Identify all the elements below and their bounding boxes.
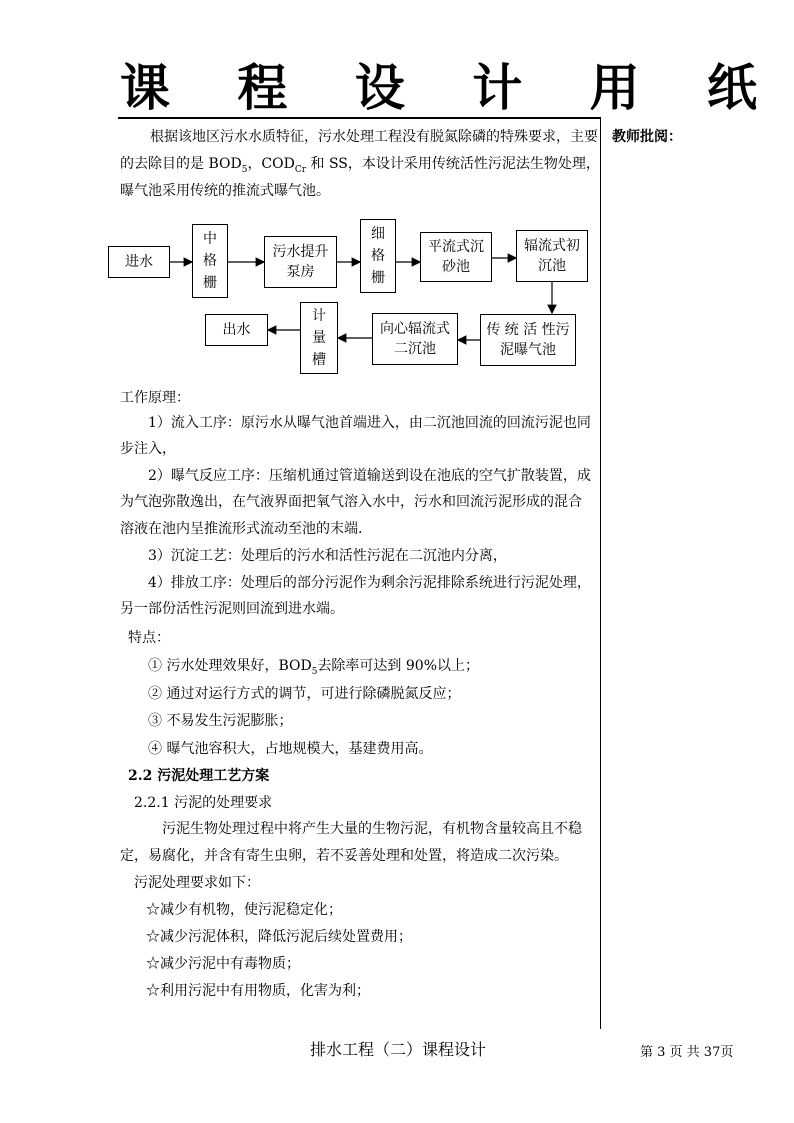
sludge-requirement-1: ☆减少有机物，使污泥稳定化；	[146, 902, 342, 918]
intro-line-3: 曝气池采用传统的推流式曝气池。	[120, 183, 330, 199]
sludge-requirement-2: ☆减少污泥体积，降低污泥后续处置费用；	[146, 929, 412, 945]
flow-box-secondary-clarifier: 向心辐流式二沉池	[372, 313, 458, 365]
intro-line-2: 的去除目的是 $BOD_5$，$COD_{Cr}$ 和 SS，本设计采用传统活性污泥法生物处理，	[120, 156, 600, 175]
page-title: 课 程 设 计 用 纸	[120, 58, 783, 117]
principle-step-2a: 2）曝气反应工序：压缩机通过管道输送到设在池底的空气扩散装置，成	[148, 468, 591, 484]
intro-line-1: 根据该地区污水水质特征，污水处理工程没有脱氮除磷的特殊要求，主要	[150, 129, 598, 145]
flow-box-grit-chamber: 平流式沉砂池	[420, 232, 492, 282]
principle-step-3: 3）沉淀工艺：处理后的污水和活性污泥在二沉池内分离，	[148, 548, 507, 564]
principle-step-2b: 为气泡弥散逸出，在气液界面把氧气溶入水中，污水和回流污泥形成的混合	[120, 494, 582, 510]
features-heading: 特点：	[128, 630, 170, 646]
principle-step-1a: 1）流入工序：原污水从曝气池首端进入，由二沉池回流的回流污泥也同	[148, 415, 591, 431]
section-heading: 2.2 污泥处理工艺方案	[128, 768, 270, 784]
flow-box-inflow: 进水	[108, 246, 170, 278]
feature-4: ④ 曝气池容积大，占地规模大，基建费用高。	[148, 741, 433, 757]
flow-box-aeration-tank: 传 统 活 性污泥曝气池	[480, 314, 576, 366]
sludge-requirements-heading: 污泥处理要求如下：	[134, 875, 260, 891]
principle-step-4b: 另一部份活性污泥则回流到进水端。	[120, 601, 344, 617]
sludge-requirement-3: ☆减少污泥中有毒物质；	[146, 956, 300, 972]
sludge-requirement-4: ☆利用污泥中有用物质，化害为利；	[146, 983, 370, 999]
teacher-comment-label: 教师批阅：	[612, 129, 682, 145]
footer-page-number: 第 3 页 共 37页	[640, 1045, 734, 1060]
feature-3: ③ 不易发生污泥膨胀；	[148, 713, 293, 729]
flow-box-metering-tank: 计量槽	[300, 302, 338, 374]
flow-box-medium-screen: 中格栅	[192, 224, 228, 298]
flow-box-primary-clarifier: 辐流式初沉池	[516, 230, 588, 282]
flow-box-outflow: 出水	[205, 314, 268, 346]
principle-step-1b: 步注入，	[120, 441, 176, 457]
sludge-para-line-2: 定，易腐化，并含有寄生虫卵，若不妥善处理和处置，将造成二次污染。	[120, 848, 568, 864]
feature-1: ① 污水处理效果好，$BOD_5$去除率可达到 90%以上；	[148, 658, 480, 677]
principle-heading: 工作原理：	[120, 390, 190, 406]
principle-step-4a: 4）排放工序：处理后的部分污泥作为剩余污泥排除系统进行污泥处理，	[148, 575, 591, 591]
footer-course-name: 排水工程（二）课程设计	[310, 1040, 487, 1059]
flow-box-pump-station: 污水提升泵房	[264, 236, 337, 288]
sludge-para-line-1: 污泥生物处理过程中将产生大量的生物污泥，有机物含量较高且不稳	[162, 821, 582, 837]
subsection-heading: 2.2.1 污泥的处理要求	[134, 795, 273, 811]
principle-step-2c: 溶液在池内呈推流形式流动至池的末端.	[120, 521, 363, 537]
flow-box-fine-screen: 细格栅	[360, 219, 396, 293]
feature-2: ② 通过对运行方式的调节，可进行除磷脱氮反应；	[148, 686, 461, 702]
